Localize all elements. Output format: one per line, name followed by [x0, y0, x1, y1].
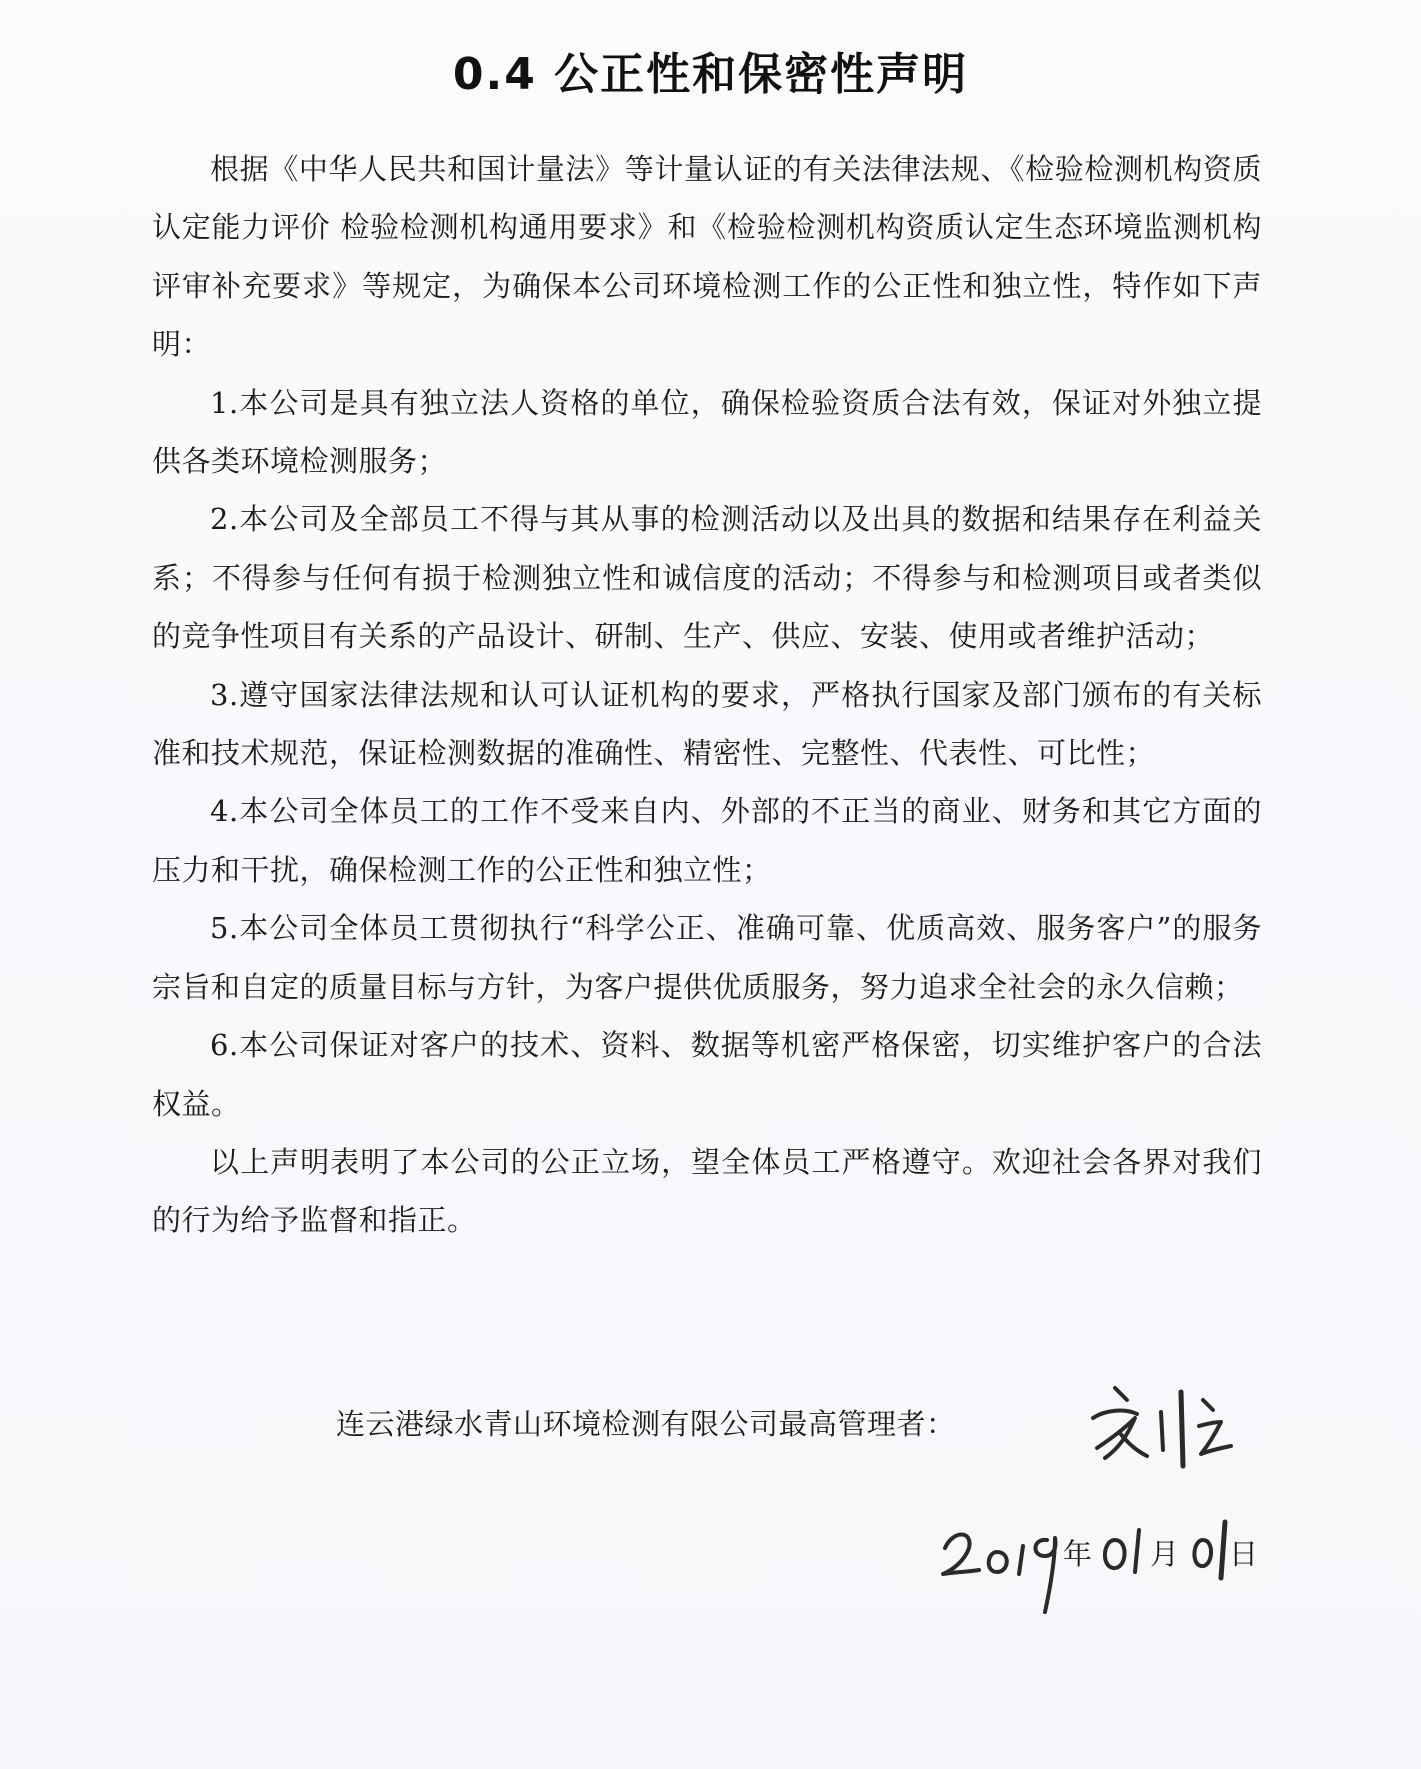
handwritten-signature: [1075, 1370, 1245, 1470]
signatory-label: 连云港绿水青山环境检测有限公司最高管理者：: [336, 1407, 956, 1441]
clause-4: 4.本公司全体员工的工作不受来自内、外部的不正当的商业、财务和其它方面的压力和干扰，确保检测工作的公正性和独立性；: [152, 794, 1262, 887]
clause-3: 3.遵守国家法律法规和认可认证机构的要求，严格执行国家及部门颁布的有关标准和技术规范，保证检测数据的准确性、精密性、完整性、代表性、可比性；: [152, 677, 1262, 771]
date-month-suffix: 月: [1150, 1537, 1180, 1571]
page-title: 0.4 公正性和保密性声明: [452, 49, 969, 100]
declaration-body: [152, 140, 1262, 1250]
clause-2: 2.本公司及全部员工不得与其从事的检测活动以及出具的数据和结果存在利益关系；不得参与任何有损于检测独立性和诚信度的活动；不得参与和检测项目或者类似的竞争性项目有关系的产品设计、研制、生产、供应、安装、使用或者维护活动；: [152, 502, 1262, 654]
clause-1: 1.本公司是具有独立法人资格的单位，确保检验资质合法有效，保证对外独立提供各类环境检测服务；: [152, 385, 1262, 479]
intro-paragraph: 根据《中华人民共和国计量法》等计量认证的有关法律法规、《检验检测机构资质认定能力评价 检验检测机构通用要求》和《检验检测机构资质认定生态环境监测机构评审补充要求》等规定，为确保本公司环境检测工作的公正性和独立性，特作如下声明：: [152, 152, 1262, 362]
date-day-suffix: 日: [1229, 1537, 1259, 1571]
handwritten-date: [935, 1500, 1265, 1620]
date-year-suffix: 年: [1063, 1537, 1093, 1571]
closing-paragraph: 以上声明表明了本公司的公正立场，望全体员工严格遵守。欢迎社会各界对我们的行为给予监督和指正。: [152, 1144, 1262, 1238]
clause-5: 5.本公司全体员工贯彻执行“科学公正、准确可靠、优质高效、服务客户”的服务宗旨和自定的质量目标与方针，为客户提供优质服务，努力追求全社会的永久信赖；: [152, 911, 1262, 1004]
clause-6: 6.本公司保证对客户的技术、资料、数据等机密严格保密，切实维护客户的合法权益。: [152, 1028, 1262, 1121]
